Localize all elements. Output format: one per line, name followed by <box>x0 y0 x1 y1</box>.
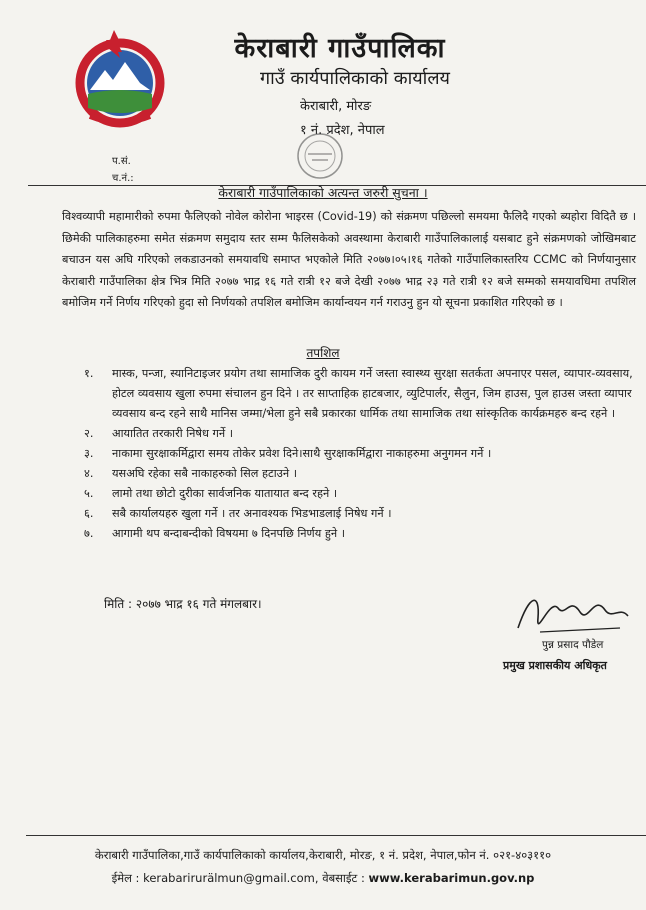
office-province: १ नं. प्रदेश, नेपाल <box>300 123 385 138</box>
nepal-government-emblem <box>70 28 170 128</box>
notice-title: केराबारी गाउँपालिकाको अत्यन्त जरुरी सुचना । <box>218 185 428 200</box>
schedule-heading: तपशिल <box>306 346 340 360</box>
list-item: ६. सबै कार्यालयहरु खुला गर्ने । तर अनावश्यक भिडभाडलाई निषेध गर्ने । <box>84 507 392 520</box>
website-label: वेबसाईट : <box>322 871 365 885</box>
list-item: ५. लामो तथा छोटो दुरीका सार्वजनिक यातायात बन्द रहने । <box>84 487 338 500</box>
signer-name: पुन्न प्रसाद पौडेल <box>542 639 604 651</box>
list-item: ४. यसअघि रहेका सबै नाकाहरुको सिल हटाउने । <box>84 467 298 480</box>
email-label: ईमेल : <box>111 871 140 885</box>
notice-body: विश्वव्यापी महामारीको रुपमा फैलिएको नोवेल कोरोना भाइरस (Covid-19) को संक्रमण पछिल्लो समयमा फैलिदै गएको ब्यहोरा विदितै छ । छिमेकी पालिकाहरुमा समेत संक्रमण समुदाय स्तर सम्म फैलिसकेको अवस्थामा केराबारी गाउँपालिकालाई यसबाट हुने संक्रमणको जोखिमबाट बचाउन यस अघि गरिएको लकडाउनको समयावधि समाप्त भएकोले मिति २०७७।०५।१६ गतेको गाउँपालिकास्तरिय CCMC को निर्णयानुसार केराबारी गाउँपालिका क्षेत्र भित्र मिति २०७७ भाद्र १६ गते रात्री १२ बजे देखी २०७७ भाद्र २३ गते रात्री १२ बजे सम्मको समयावधिमा तपशिल बमोजिम गर्ने निर्णय गरिएको हुदा सो निर्णयको तपशिल बमोजिम कार्यान्वयन गर्न गराउनु हुन यो सूचना प्रकाशित गरिएको छ । <box>62 210 636 310</box>
office-name: केराबारी गाउँपालिका <box>234 33 446 64</box>
reference-number-label: प.सं. <box>112 156 131 167</box>
decision-list <box>84 364 640 544</box>
list-item: ३. नाकामा सुरक्षाकर्मिद्वारा समय तोकेर प्रवेश दिने।साथै सुरक्षाकर्मिद्वारा नाकाहरुमा अनुगमन गर्ने । <box>84 447 492 460</box>
footer-divider <box>26 835 646 836</box>
reference-block <box>112 153 134 187</box>
date-line: मिति : २०७७ भाद्र १६ गते मंगलबार। <box>104 597 262 611</box>
dispatch-number-label: च.नं.: <box>112 173 134 184</box>
signer-title: प्रमुख प्रशासकीय अधिकृत <box>503 659 607 672</box>
list-item: १. मास्क, पन्जा, स्यानिटाइजर प्रयोग तथा सामाजिक दुरी कायम गर्ने जस्ता स्वास्थ्य सुरक्षा सतर्कता अपनाएर पसल, व्यापार-व्यवसाय, होटल व्यवसाय खुला रुपमा संचालन हुन दिने । तर साप्ताहिक हाटबजार, व्युटिपार्लर, सैलुन, जिम हाउस, पुल हाउस जस्ता व्यापार व्यवसाय बन्द रहने साथै मानिस जम्मा/भेला हुने सबै प्रकारका धार्मिक तथा सामाजिक तथा सांस्कृतिक कार्यक्रमहरु बन्द रहने । <box>84 367 633 420</box>
website-link[interactable]: www.kerabarimun.gov.np <box>368 871 535 885</box>
list-item: ७. आगामी थप बन्दाबन्दीको विषयमा ७ दिनपछि निर्णय हुने । <box>84 527 345 540</box>
office-subtitle: गाउँ कार्यपालिकाको कार्यालय <box>260 68 450 89</box>
email-address[interactable]: kerabarirurälmun@gmail.com <box>143 871 315 885</box>
footer-address: केराबारी गाउँपालिका,गाउँ कार्यपालिकाको कार्यालय,केराबारी, मोरङ, १ नं. प्रदेश, नेपाल,फोन नं. ०२१-४०३११० <box>94 848 552 862</box>
footer-contact: ईमेल : kerabarirurälmun@gmail.com, वेबसाईट : www.kerabarimun.gov.np <box>111 871 535 885</box>
list-item: २. आयातित तरकारी निषेध गर्ने । <box>84 427 233 440</box>
office-address: केराबारी, मोरङ <box>300 99 372 114</box>
